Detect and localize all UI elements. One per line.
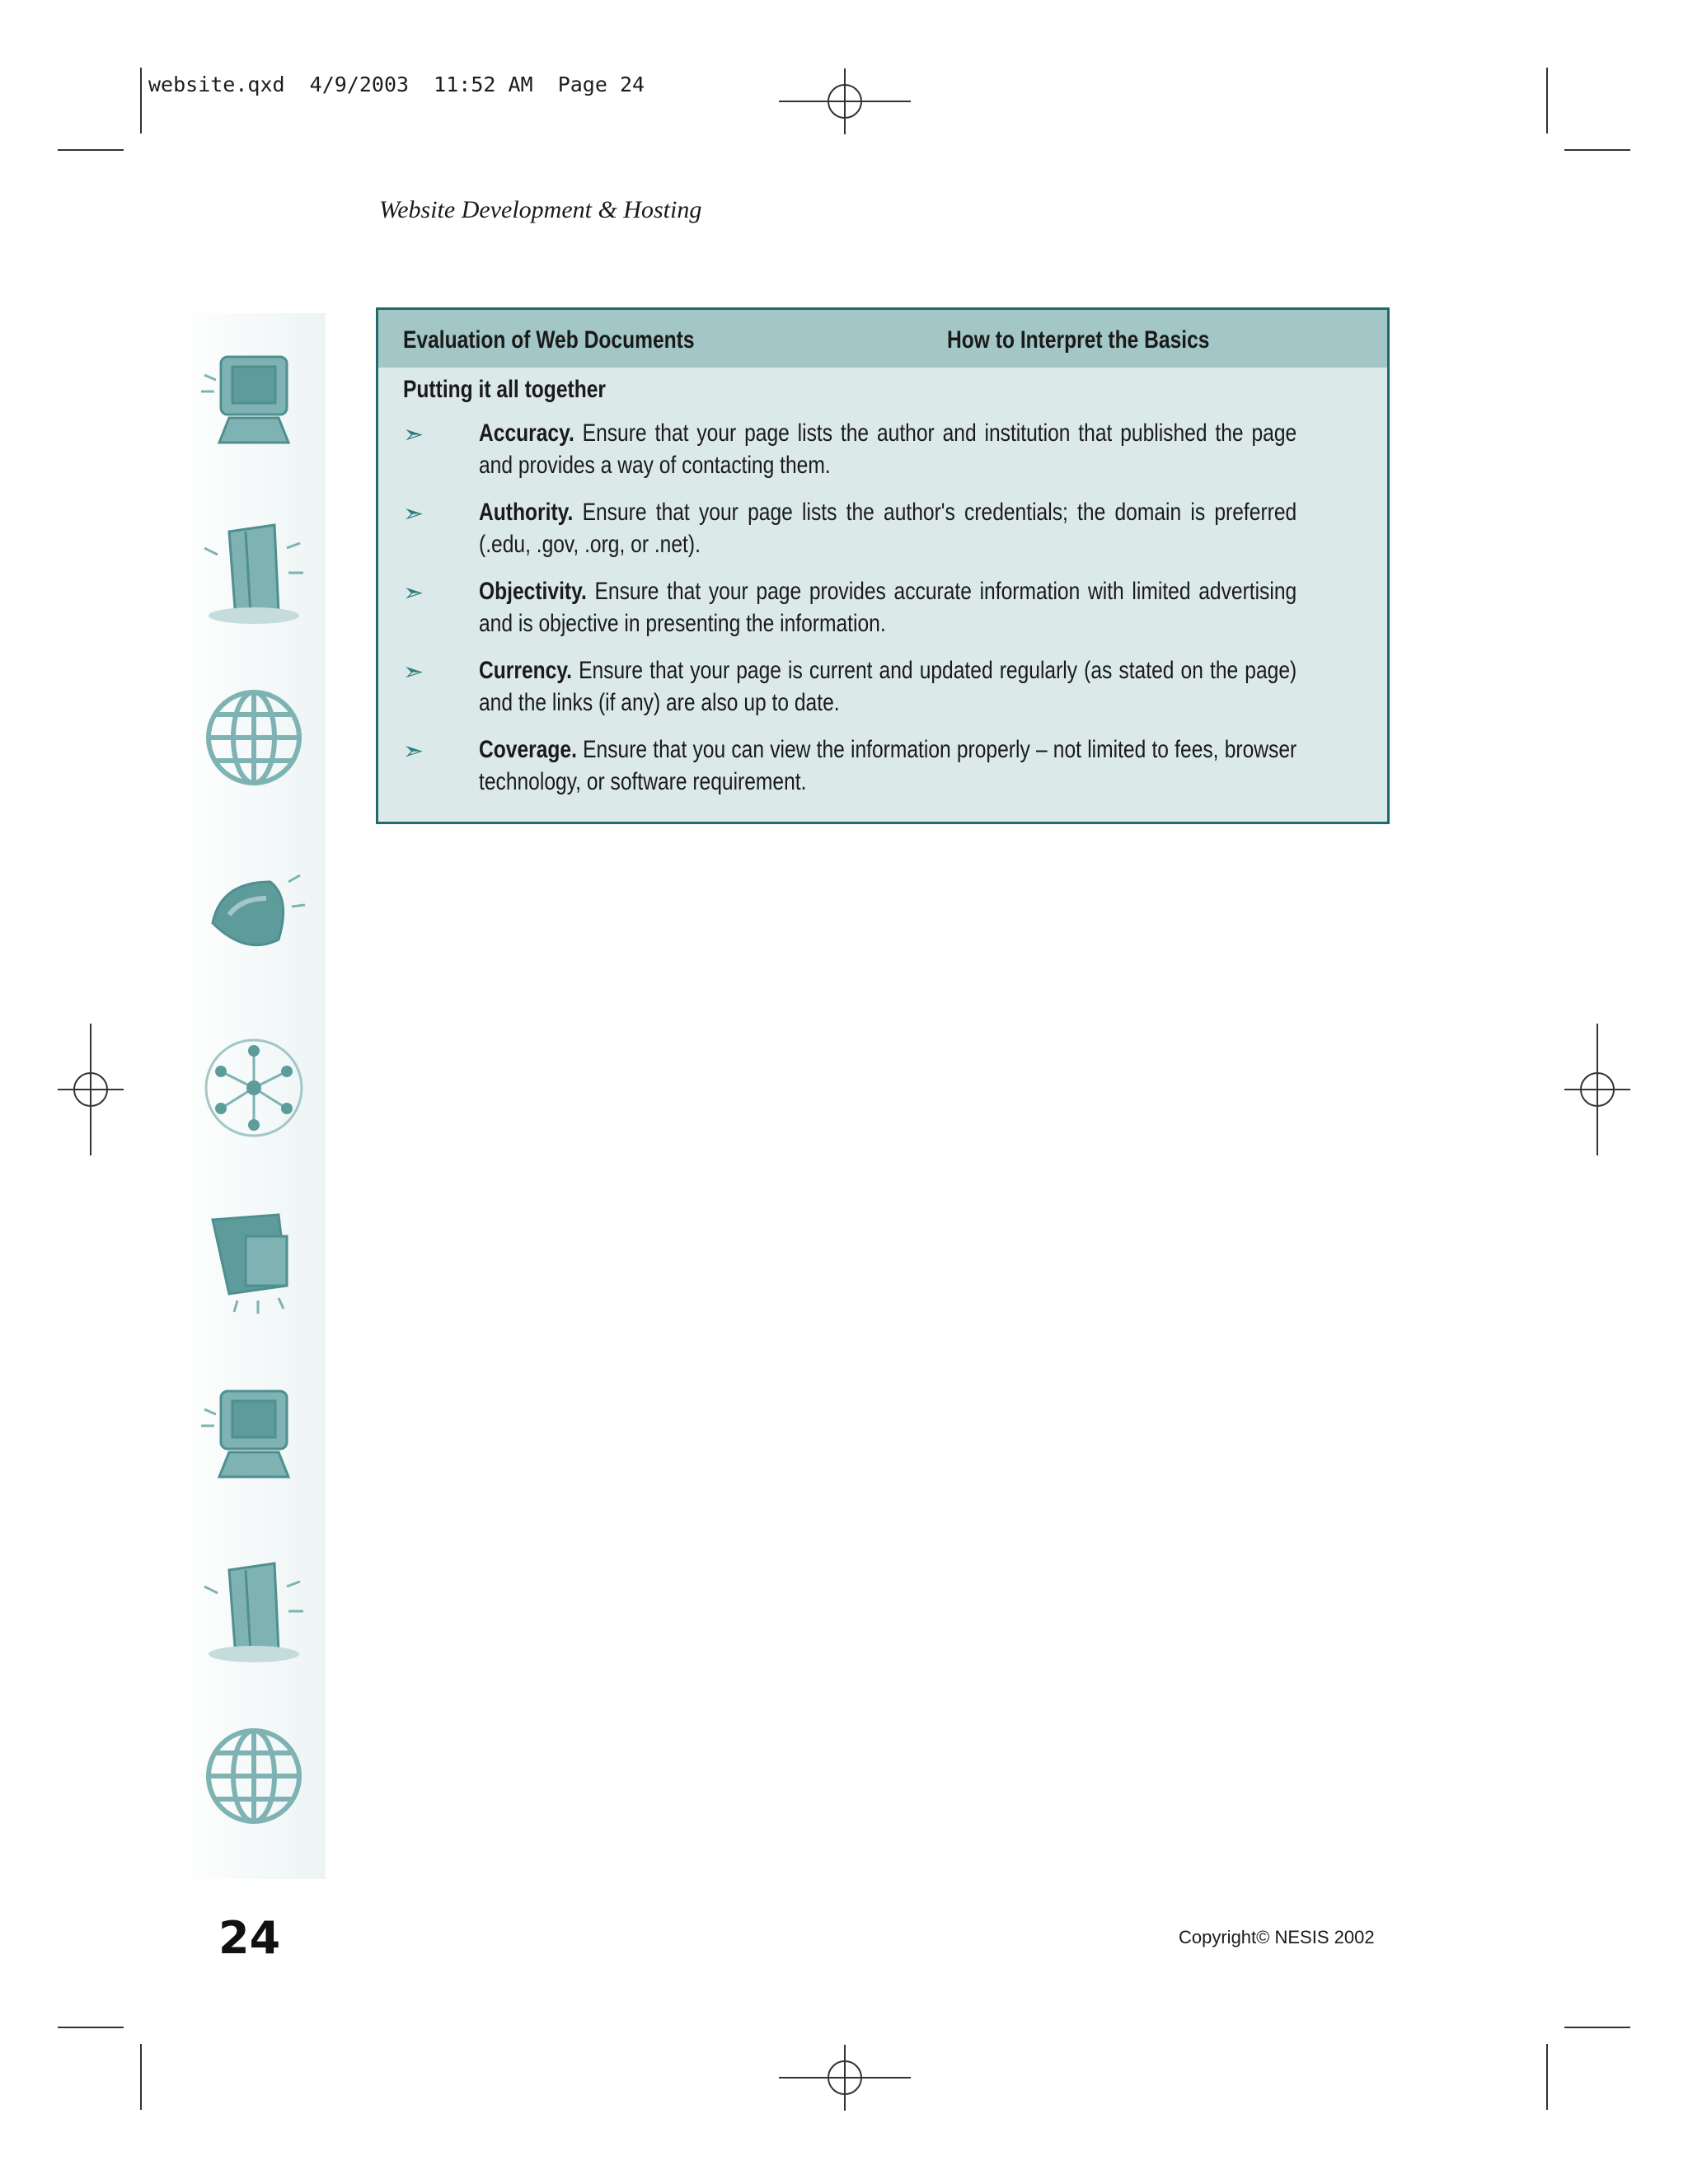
column-heading-right: How to Interpret the Basics bbox=[947, 326, 1210, 354]
server-tower-icon bbox=[196, 1554, 312, 1669]
list-item bbox=[378, 575, 1387, 654]
arrow-bullet-icon: ➣ bbox=[403, 658, 424, 686]
globe-icon bbox=[196, 680, 312, 795]
list-item bbox=[378, 417, 1387, 496]
computer-icon bbox=[196, 1376, 312, 1492]
criteria-list bbox=[378, 417, 1387, 813]
mouse-icon bbox=[196, 857, 312, 972]
item-text bbox=[479, 733, 1296, 798]
item-term: Objectivity. bbox=[479, 578, 587, 605]
item-term: Accuracy. bbox=[479, 419, 574, 447]
item-description: Ensure that your page provides accurate information with limited advertising and is objective in presenting the information. bbox=[479, 578, 1297, 637]
arrow-bullet-icon: ➣ bbox=[403, 500, 424, 527]
item-text bbox=[479, 654, 1296, 719]
item-text bbox=[479, 417, 1296, 481]
page-number: 24 bbox=[218, 1912, 281, 1964]
box-subheading: Putting it all together bbox=[403, 376, 606, 403]
list-item bbox=[378, 496, 1387, 575]
item-term: Authority. bbox=[479, 499, 574, 526]
arrow-bullet-icon: ➣ bbox=[403, 579, 424, 607]
arrow-bullet-icon: ➣ bbox=[403, 421, 424, 448]
item-description: Ensure that you can view the information properly – not limited to fees, browser technology, or software requirement. bbox=[479, 736, 1297, 795]
copyright-notice: Copyright© NESIS 2002 bbox=[1179, 1927, 1375, 1947]
server-tower-icon bbox=[196, 515, 312, 630]
computer-icon bbox=[196, 342, 312, 457]
list-item bbox=[378, 654, 1387, 733]
item-term: Coverage. bbox=[479, 736, 577, 763]
network-icon bbox=[196, 1030, 312, 1146]
list-item bbox=[378, 733, 1387, 813]
item-term: Currency. bbox=[479, 657, 573, 684]
evaluation-box bbox=[376, 307, 1390, 824]
folder-icon bbox=[196, 1203, 312, 1319]
item-description: Ensure that your page lists the author and institution that published the page and provides a way of contacting them. bbox=[479, 419, 1297, 479]
globe-icon bbox=[196, 1718, 312, 1834]
item-description: Ensure that your page lists the author's credentials; the domain is preferred (.edu, .gov, .org, or .net). bbox=[479, 499, 1297, 558]
item-text bbox=[479, 496, 1296, 560]
slug-line: website.qxd 4/9/2003 11:52 AM Page 24 bbox=[148, 73, 645, 96]
column-heading-left: Evaluation of Web Documents bbox=[403, 326, 695, 354]
running-header: Website Development & Hosting bbox=[379, 196, 702, 223]
item-text bbox=[479, 575, 1296, 640]
arrow-bullet-icon: ➣ bbox=[403, 738, 424, 765]
item-description: Ensure that your page is current and updated regularly (as stated on the page) and the links (if any) are also up to date. bbox=[479, 657, 1297, 716]
box-header bbox=[378, 310, 1387, 368]
